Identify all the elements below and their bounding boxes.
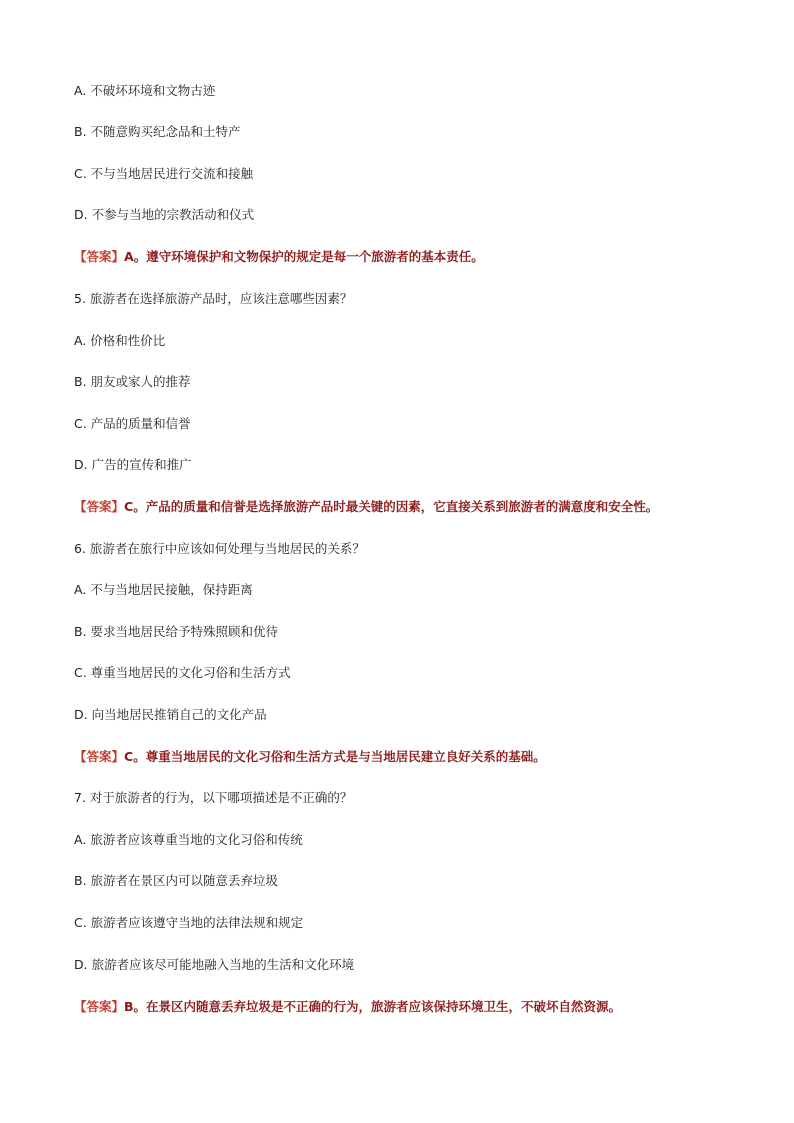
q5-answer-text: C。产品的质量和信誉是选择旅游产品时最关键的因素，它直接关系到旅游者的满意度和安全性。 bbox=[124, 499, 659, 514]
q6-option-d: D. 向当地居民推销自己的文化产品 bbox=[74, 707, 267, 722]
q7-answer bbox=[74, 999, 754, 1015]
q4-option-b: B. 不随意购买纪念品和土特产 bbox=[74, 124, 241, 139]
q4-option-c: C. 不与当地居民进行交流和接触 bbox=[74, 166, 254, 181]
q5-question: 5. 旅游者在选择旅游产品时，应该注意哪些因素？ bbox=[74, 291, 353, 306]
q6-answer-text: C。尊重当地居民的文化习俗和生活方式是与当地居民建立良好关系的基础。 bbox=[124, 749, 546, 764]
q7-option-d: D. 旅游者应该尽可能地融入当地的生活和文化环境 bbox=[74, 957, 355, 972]
q7-option-c: C. 旅游者应该遵守当地的法律法规和规定 bbox=[74, 915, 304, 930]
q7-answer-tag: 【答案】 bbox=[74, 999, 125, 1014]
q4-answer-tag: 【答案】 bbox=[74, 249, 125, 264]
q6-option-b: B. 要求当地居民给予特殊照顾和优待 bbox=[74, 624, 279, 639]
q4-answer bbox=[74, 249, 754, 265]
q4-option-d: D. 不参与当地的宗教活动和仪式 bbox=[74, 207, 255, 222]
q5-answer-tag: 【答案】 bbox=[74, 499, 125, 514]
q4-option-a: A. 不破坏环境和文物古迹 bbox=[74, 83, 216, 98]
q7-question: 7. 对于旅游者的行为，以下哪项描述是不正确的？ bbox=[74, 790, 353, 805]
q5-answer bbox=[74, 499, 754, 515]
q6-option-a: A. 不与当地居民接触，保持距离 bbox=[74, 582, 253, 597]
q5-option-b: B. 朋友或家人的推荐 bbox=[74, 374, 191, 389]
q7-option-a: A. 旅游者应该尊重当地的文化习俗和传统 bbox=[74, 832, 303, 847]
q4-answer-text: A。遵守环境保护和文物保护的规定是每一个旅游者的基本责任。 bbox=[124, 249, 484, 264]
q6-option-c: C. 尊重当地居民的文化习俗和生活方式 bbox=[74, 665, 291, 680]
q6-answer bbox=[74, 749, 754, 765]
q5-option-a: A. 价格和性价比 bbox=[74, 333, 166, 348]
q6-question: 6. 旅游者在旅行中应该如何处理与当地居民的关系？ bbox=[74, 541, 365, 556]
q6-answer-tag: 【答案】 bbox=[74, 749, 125, 764]
q7-option-b: B. 旅游者在景区内可以随意丢弃垃圾 bbox=[74, 873, 279, 888]
q7-answer-text: B。在景区内随意丢弃垃圾是不正确的行为，旅游者应该保持环境卫生，不破坏自然资源。 bbox=[124, 999, 622, 1014]
q5-option-c: C. 产品的质量和信誉 bbox=[74, 416, 191, 431]
q5-option-d: D. 广告的宣传和推广 bbox=[74, 457, 192, 472]
